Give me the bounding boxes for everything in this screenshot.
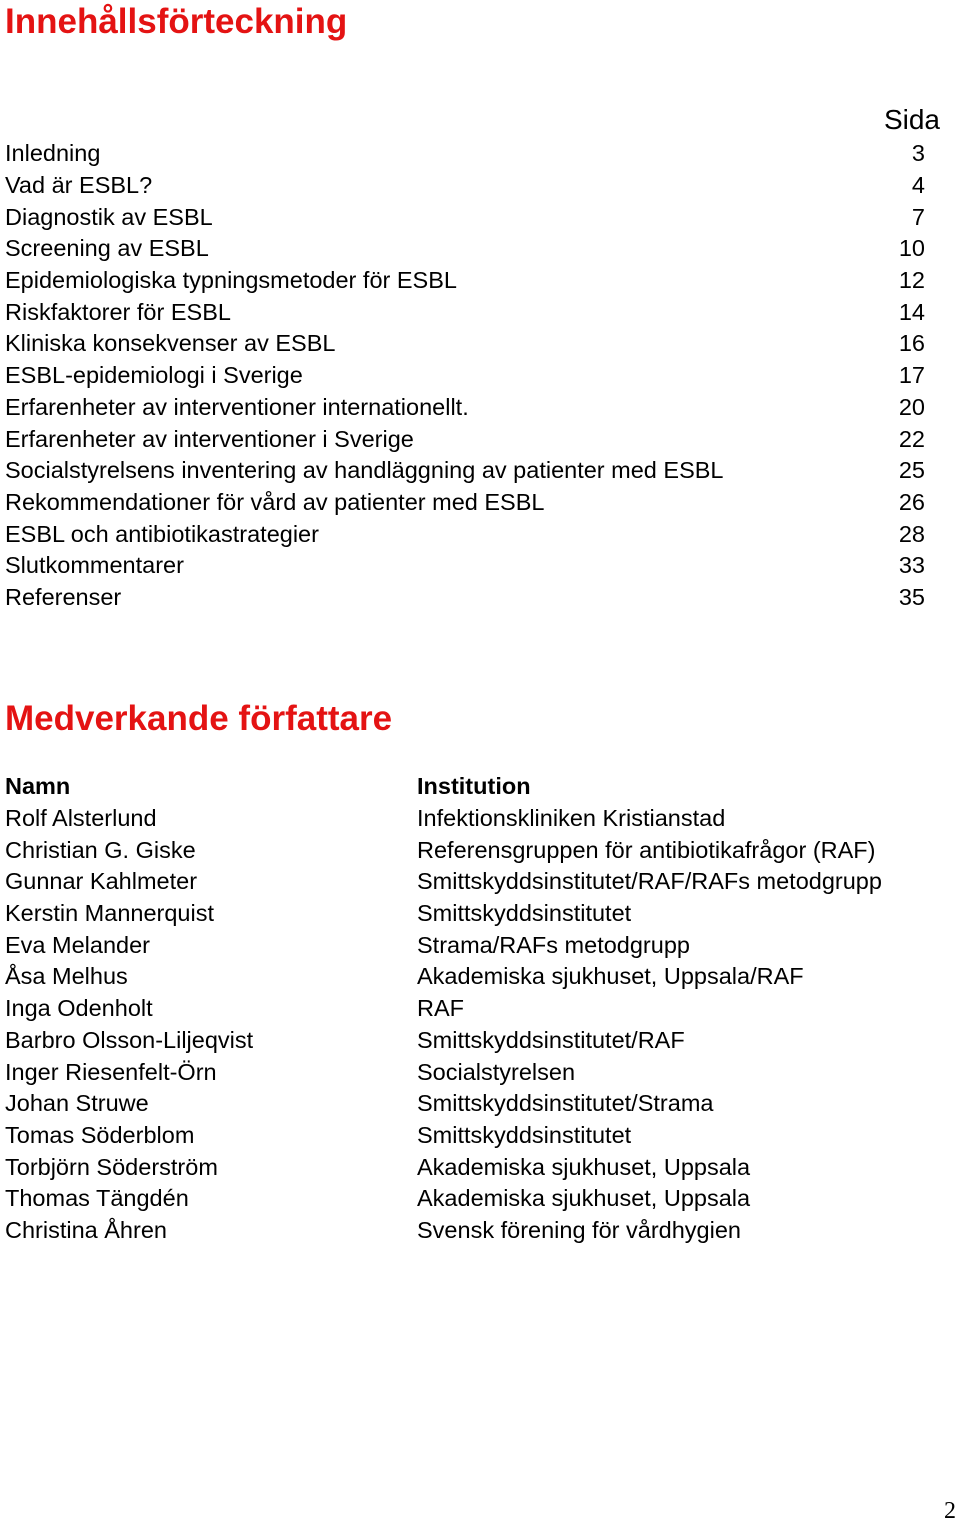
toc-entry-page: 20 — [898, 393, 925, 420]
toc-entry-page: 10 — [898, 235, 925, 262]
toc-entry — [5, 170, 925, 202]
author-institution: Akademiska sjukhuset, Uppsala — [417, 1185, 751, 1212]
author-institution: Smittskyddsinstitutet — [417, 1121, 632, 1148]
toc-entry-title: Epidemiologiska typningsmetoder för ESBL — [5, 267, 457, 294]
toc-entry-page: 25 — [898, 457, 925, 484]
author-name: Gunnar Kahlmeter — [5, 868, 198, 895]
toc-entry — [5, 550, 925, 582]
author-row — [5, 866, 935, 898]
toc-entry — [5, 582, 925, 614]
toc-entry-page: 26 — [898, 488, 925, 515]
author-institution: Smittskyddsinstitutet — [417, 900, 632, 927]
toc-entry-page: 3 — [911, 140, 925, 167]
author-name: Åsa Melhus — [5, 963, 128, 990]
author-institution: Smittskyddsinstitutet/RAF/RAFs metodgrupp — [417, 868, 882, 895]
table-of-contents — [5, 138, 925, 613]
author-institution: Infektionskliniken Kristianstad — [417, 805, 726, 832]
author-row — [5, 1215, 935, 1247]
author-institution: Strama/RAFs metodgrupp — [417, 931, 690, 958]
toc-entry — [5, 487, 925, 519]
author-institution: Referensgruppen för antibiotikafrågor (RAF) — [417, 836, 876, 863]
name-column-header: Namn — [5, 773, 71, 800]
toc-entry-title: ESBL och antibiotikastrategier — [5, 520, 319, 547]
author-institution: Akademiska sjukhuset, Uppsala/RAF — [417, 963, 804, 990]
author-name: Johan Struwe — [5, 1090, 149, 1117]
toc-entry-page: 17 — [898, 362, 925, 389]
author-name: Rolf Alsterlund — [5, 805, 157, 832]
toc-entry-page: 33 — [898, 552, 925, 579]
author-name: Kerstin Mannerquist — [5, 900, 214, 927]
author-institution: Smittskyddsinstitutet/RAF — [417, 1026, 685, 1053]
toc-entry-title: ESBL-epidemiologi i Sverige — [5, 362, 303, 389]
institution-column-header: Institution — [417, 773, 531, 800]
toc-entry-title: Screening av ESBL — [5, 235, 209, 262]
author-name: Inga Odenholt — [5, 995, 153, 1022]
toc-entry-title: Kliniska konsekvenser av ESBL — [5, 330, 336, 357]
toc-entry — [5, 360, 925, 392]
author-institution: Socialstyrelsen — [417, 1058, 576, 1085]
toc-entry — [5, 233, 925, 265]
toc-entry — [5, 201, 925, 233]
authors-table — [5, 771, 935, 1246]
author-institution: Akademiska sjukhuset, Uppsala — [417, 1153, 751, 1180]
author-name: Eva Melander — [5, 931, 150, 958]
author-name: Thomas Tängdén — [5, 1185, 189, 1212]
author-institution: RAF — [417, 995, 464, 1022]
toc-entry — [5, 265, 925, 297]
toc-entry-page: 28 — [898, 520, 925, 547]
author-row — [5, 1056, 935, 1088]
toc-entry-page: 4 — [911, 172, 925, 199]
toc-entry-page: 16 — [898, 330, 925, 357]
toc-entry — [5, 392, 925, 424]
toc-heading: Innehållsförteckning — [5, 2, 348, 41]
author-institution: Svensk förening för vårdhygien — [417, 1216, 741, 1243]
toc-entry — [5, 455, 925, 487]
toc-entry-page: 22 — [898, 425, 925, 452]
author-name: Barbro Olsson-Liljeqvist — [5, 1026, 254, 1053]
author-name: Torbjörn Söderström — [5, 1153, 218, 1180]
author-row — [5, 929, 935, 961]
author-name: Tomas Söderblom — [5, 1121, 195, 1148]
toc-entry-title: Vad är ESBL? — [5, 172, 153, 199]
author-institution: Smittskyddsinstitutet/Strama — [417, 1090, 714, 1117]
toc-entry-title: Referenser — [5, 583, 122, 610]
authors-header-row — [5, 771, 935, 803]
toc-entry-title: Erfarenheter av interventioner i Sverige — [5, 425, 414, 452]
toc-entry-page: 35 — [898, 583, 925, 610]
page-number: 2 — [944, 1498, 956, 1524]
author-row — [5, 898, 935, 930]
author-row — [5, 834, 935, 866]
toc-entry — [5, 138, 925, 170]
author-name: Inger Riesenfelt-Örn — [5, 1058, 217, 1085]
toc-page-column-label: Sida — [883, 104, 940, 135]
toc-entry-title: Slutkommentarer — [5, 552, 184, 579]
toc-entry — [5, 518, 925, 550]
author-row — [5, 1025, 935, 1057]
toc-entry-title: Diagnostik av ESBL — [5, 203, 213, 230]
author-row — [5, 1088, 935, 1120]
toc-entry — [5, 328, 925, 360]
toc-entry-title: Rekommendationer för vård av patienter med ESBL — [5, 488, 545, 515]
author-row — [5, 1120, 935, 1152]
author-row — [5, 1183, 935, 1215]
author-name: Christian G. Giske — [5, 836, 196, 863]
author-row — [5, 1151, 935, 1183]
author-row — [5, 993, 935, 1025]
toc-entry — [5, 423, 925, 455]
toc-entry-page: 7 — [911, 203, 925, 230]
toc-entry-page: 12 — [898, 267, 925, 294]
toc-entry-title: Erfarenheter av interventioner internationellt. — [5, 393, 469, 420]
toc-entry-title: Inledning — [5, 140, 101, 167]
toc-entry-page: 14 — [898, 298, 925, 325]
author-row — [5, 803, 935, 835]
toc-entry-title: Riskfaktorer för ESBL — [5, 298, 231, 325]
author-name: Christina Åhren — [5, 1216, 167, 1243]
toc-entry — [5, 296, 925, 328]
toc-entry-title: Socialstyrelsens inventering av handläggning av patienter med ESBL — [5, 457, 724, 484]
author-row — [5, 961, 935, 993]
authors-heading: Medverkande författare — [5, 699, 393, 738]
